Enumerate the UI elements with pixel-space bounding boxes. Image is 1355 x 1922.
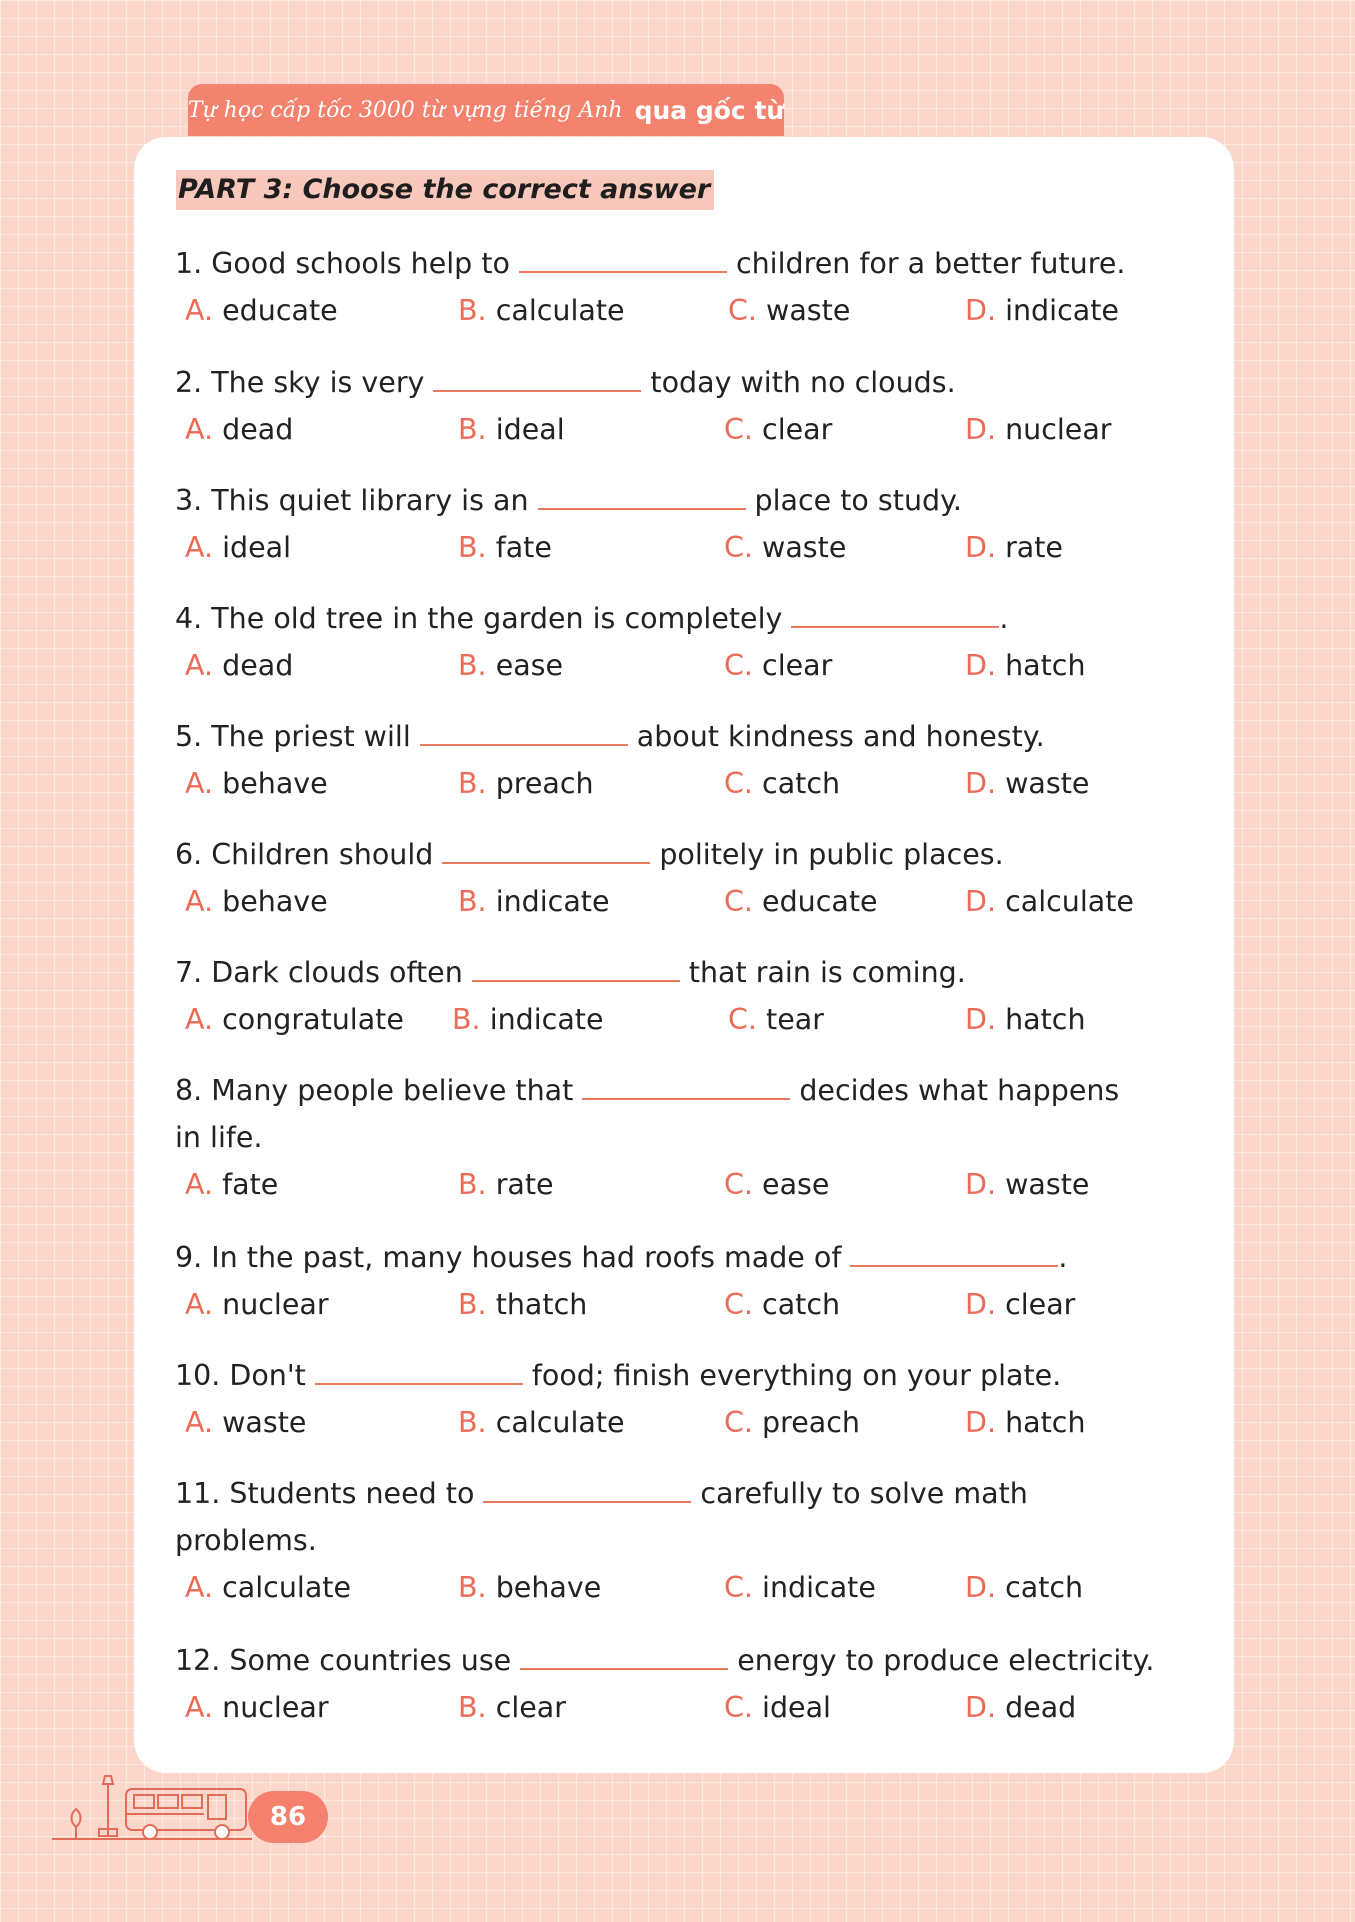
question-10 — [175, 1352, 1215, 1446]
question-text — [175, 831, 1215, 878]
option-text: preach — [495, 767, 594, 800]
option-c[interactable] — [724, 1684, 831, 1731]
answer-options — [175, 524, 1215, 571]
option-letter: B. — [458, 885, 487, 918]
option-text: hatch — [1005, 649, 1086, 682]
option-text: ideal — [495, 413, 565, 446]
question-stem-before: Dark clouds often — [211, 956, 463, 989]
option-letter: A. — [185, 531, 214, 564]
option-letter: D. — [965, 767, 997, 800]
question-text — [175, 1470, 1215, 1517]
option-text: indicate — [495, 885, 610, 918]
option-letter: A. — [185, 885, 214, 918]
option-b[interactable] — [458, 642, 563, 689]
option-text: indicate — [489, 1003, 604, 1036]
question-stem-after: . — [999, 602, 1009, 635]
question-text — [175, 949, 1215, 996]
question-stem-before: Don't — [229, 1359, 306, 1392]
answer-options — [175, 878, 1215, 925]
question-number: 9. — [175, 1241, 203, 1274]
answer-options — [175, 287, 1215, 334]
answer-blank — [433, 364, 641, 392]
option-letter: A. — [185, 767, 214, 800]
option-letter: B. — [452, 1003, 481, 1036]
option-letter: D. — [965, 1571, 997, 1604]
question-number: 3. — [175, 484, 203, 517]
option-d[interactable] — [965, 1161, 1089, 1208]
option-a[interactable] — [185, 642, 293, 689]
option-text: calculate — [495, 1406, 625, 1439]
option-a[interactable] — [185, 1684, 329, 1731]
question-stem-after: carefully to solve math — [700, 1477, 1028, 1510]
option-text: waste — [1005, 767, 1090, 800]
option-a[interactable] — [185, 1161, 278, 1208]
option-letter: C. — [724, 1168, 753, 1201]
option-letter: C. — [724, 885, 753, 918]
option-text: hatch — [1005, 1003, 1086, 1036]
option-c[interactable] — [724, 642, 832, 689]
option-c[interactable] — [724, 1161, 829, 1208]
bus-illustration — [52, 1772, 252, 1856]
option-text: catch — [1005, 1571, 1084, 1604]
option-text: educate — [222, 294, 338, 327]
option-text: calculate — [495, 294, 625, 327]
question-4 — [175, 595, 1215, 689]
option-text: educate — [762, 885, 878, 918]
option-b[interactable] — [458, 524, 552, 571]
option-letter: A. — [185, 1691, 214, 1724]
question-stem-before: Many people believe that — [211, 1074, 574, 1107]
answer-options — [175, 1281, 1215, 1328]
option-text: waste — [766, 294, 851, 327]
option-b[interactable] — [458, 287, 625, 334]
option-letter: D. — [965, 649, 997, 682]
option-b[interactable] — [452, 996, 604, 1043]
question-text-continued: problems. — [175, 1524, 317, 1557]
option-d[interactable] — [965, 1684, 1076, 1731]
option-letter: A. — [185, 413, 214, 446]
question-2 — [175, 359, 1215, 453]
option-text: ideal — [762, 1691, 831, 1724]
page-number: 86 — [248, 1791, 328, 1843]
option-b[interactable] — [458, 878, 610, 925]
option-letter: C. — [724, 1571, 753, 1604]
question-number: 10. — [175, 1359, 221, 1392]
option-c[interactable] — [724, 524, 846, 571]
option-letter: B. — [458, 767, 487, 800]
option-text: catch — [762, 1288, 841, 1321]
question-stem-after: place to study. — [754, 484, 962, 517]
answer-blank — [582, 1072, 790, 1100]
book-title-script: Tự học cấp tốc 3000 từ vựng tiếng Anh — [187, 97, 623, 123]
option-text: indicate — [1005, 294, 1119, 327]
answer-options — [175, 1684, 1215, 1731]
option-b[interactable] — [458, 1684, 566, 1731]
question-number: 4. — [175, 602, 203, 635]
option-text: clear — [1005, 1288, 1076, 1321]
option-text: fate — [222, 1168, 279, 1201]
option-b[interactable] — [458, 1281, 587, 1328]
answer-blank — [483, 1475, 691, 1503]
answer-options — [175, 1564, 1215, 1611]
answer-blank — [538, 482, 746, 510]
answer-blank — [519, 245, 727, 273]
option-letter: D. — [965, 1691, 997, 1724]
question-stem-before: Good schools help to — [211, 247, 510, 280]
option-c[interactable] — [724, 878, 878, 925]
option-text: behave — [222, 885, 328, 918]
option-b[interactable] — [458, 760, 594, 807]
option-letter: A. — [185, 1571, 214, 1604]
option-d[interactable] — [965, 1564, 1083, 1611]
answer-options — [175, 760, 1215, 807]
question-stem-before: The sky is very — [211, 366, 425, 399]
option-letter: A. — [185, 1288, 214, 1321]
question-number: 11. — [175, 1477, 221, 1510]
option-b[interactable] — [458, 1564, 601, 1611]
option-letter: D. — [965, 1288, 997, 1321]
question-stem-after: . — [1058, 1241, 1068, 1274]
option-d[interactable] — [965, 1399, 1086, 1446]
option-a[interactable] — [185, 406, 293, 453]
option-d[interactable] — [965, 878, 1134, 925]
option-text: indicate — [762, 1571, 876, 1604]
book-title-bold: qua gốc từ — [634, 95, 785, 125]
question-1 — [175, 240, 1215, 334]
question-number: 6. — [175, 838, 203, 871]
option-letter: D. — [965, 885, 997, 918]
question-stem-after: today with no clouds. — [650, 366, 956, 399]
option-text: nuclear — [1005, 413, 1112, 446]
option-a[interactable] — [185, 524, 291, 571]
option-text: behave — [222, 767, 328, 800]
option-letter: A. — [185, 1003, 214, 1036]
answer-blank — [472, 954, 680, 982]
option-c[interactable] — [724, 1564, 876, 1611]
option-letter: B. — [458, 413, 487, 446]
option-letter: A. — [185, 294, 214, 327]
option-letter: C. — [724, 1288, 753, 1321]
option-letter: B. — [458, 1288, 487, 1321]
option-d[interactable] — [965, 406, 1112, 453]
question-stem-after: that rain is coming. — [688, 956, 966, 989]
option-d[interactable] — [965, 642, 1086, 689]
option-text: dead — [222, 649, 294, 682]
option-c[interactable] — [724, 1281, 840, 1328]
option-text: rate — [495, 1168, 554, 1201]
option-letter: B. — [458, 1691, 487, 1724]
option-a[interactable] — [185, 1399, 306, 1446]
question-number: 2. — [175, 366, 203, 399]
question-stem-after: food; finish everything on your plate. — [531, 1359, 1062, 1392]
question-number: 8. — [175, 1074, 203, 1107]
question-stem-before: This quiet library is an — [211, 484, 529, 517]
option-letter: D. — [965, 1168, 997, 1201]
option-c[interactable] — [724, 406, 832, 453]
question-stem-after: politely in public places. — [659, 838, 1004, 871]
answer-options — [175, 1399, 1215, 1446]
option-text: clear — [762, 413, 833, 446]
option-letter: B. — [458, 649, 487, 682]
option-letter: C. — [724, 649, 753, 682]
option-text: nuclear — [222, 1691, 329, 1724]
answer-blank — [315, 1357, 523, 1385]
question-stem-after: energy to produce electricity. — [737, 1644, 1155, 1677]
option-text: calculate — [222, 1571, 352, 1604]
question-stem-after: about kindness and honesty. — [636, 720, 1045, 753]
question-text — [175, 1352, 1215, 1399]
option-text: ease — [495, 649, 564, 682]
option-d[interactable] — [965, 287, 1119, 334]
option-letter: A. — [185, 1168, 214, 1201]
option-letter: B. — [458, 294, 487, 327]
question-text — [175, 1234, 1215, 1281]
question-6 — [175, 831, 1215, 925]
option-text: behave — [495, 1571, 602, 1604]
question-text — [175, 595, 1215, 642]
question-8 — [175, 1067, 1215, 1208]
option-text: congratulate — [222, 1003, 404, 1036]
answer-options — [175, 406, 1215, 453]
option-letter: B. — [458, 1406, 487, 1439]
answer-options — [175, 1161, 1215, 1208]
option-b[interactable] — [458, 1399, 625, 1446]
bus-icon — [52, 1772, 252, 1852]
option-letter: C. — [724, 531, 753, 564]
question-3 — [175, 477, 1215, 571]
answer-blank — [520, 1642, 728, 1670]
option-letter: A. — [185, 1406, 214, 1439]
option-d[interactable] — [965, 524, 1063, 571]
option-text: waste — [222, 1406, 307, 1439]
answer-blank — [420, 718, 628, 746]
question-text — [175, 1637, 1215, 1684]
book-title-tab — [188, 84, 784, 136]
option-letter: D. — [965, 531, 997, 564]
option-letter: D. — [965, 294, 997, 327]
option-letter: B. — [458, 1168, 487, 1201]
question-12 — [175, 1637, 1215, 1731]
answer-options — [175, 642, 1215, 689]
option-text: clear — [762, 649, 833, 682]
option-text: ease — [762, 1168, 830, 1201]
question-stem-before: Some countries use — [229, 1644, 512, 1677]
option-text: clear — [495, 1691, 566, 1724]
question-number: 1. — [175, 247, 203, 280]
option-d[interactable] — [965, 1281, 1075, 1328]
question-text — [175, 359, 1215, 406]
question-5 — [175, 713, 1215, 807]
question-number: 12. — [175, 1644, 221, 1677]
question-number: 5. — [175, 720, 203, 753]
option-text: hatch — [1005, 1406, 1086, 1439]
option-text: preach — [762, 1406, 860, 1439]
question-11 — [175, 1470, 1215, 1611]
option-a[interactable] — [185, 878, 328, 925]
option-b[interactable] — [458, 406, 565, 453]
answer-blank — [850, 1239, 1058, 1267]
question-text-continued: in life. — [175, 1121, 263, 1154]
section-title: PART 3: Choose the correct answer — [176, 170, 714, 210]
option-letter: C. — [728, 1003, 757, 1036]
option-text: dead — [222, 413, 294, 446]
question-text — [175, 240, 1215, 287]
option-c[interactable] — [724, 1399, 860, 1446]
option-a[interactable] — [185, 1564, 351, 1611]
option-text: ideal — [222, 531, 292, 564]
option-letter: C. — [724, 413, 753, 446]
question-stem-before: The priest will — [211, 720, 411, 753]
option-d[interactable] — [965, 760, 1089, 807]
option-text: rate — [1005, 531, 1063, 564]
question-text — [175, 1067, 1215, 1114]
option-letter: C. — [724, 1691, 753, 1724]
answer-blank — [791, 600, 999, 628]
option-c[interactable] — [728, 996, 824, 1043]
option-letter: C. — [724, 767, 753, 800]
question-stem-after: children for a better future. — [735, 247, 1126, 280]
question-9 — [175, 1234, 1215, 1328]
question-stem-before: Children should — [211, 838, 434, 871]
question-stem-before: The old tree in the garden is completely — [211, 602, 783, 635]
option-text: thatch — [495, 1288, 588, 1321]
option-text: dead — [1005, 1691, 1077, 1724]
answer-options — [175, 996, 1215, 1043]
question-text — [175, 713, 1215, 760]
option-letter: C. — [728, 294, 757, 327]
question-stem-before: Students need to — [229, 1477, 475, 1510]
option-letter: B. — [458, 531, 487, 564]
option-c[interactable] — [724, 760, 840, 807]
option-a[interactable] — [185, 1281, 329, 1328]
option-letter: A. — [185, 649, 214, 682]
question-stem-before: In the past, many houses had roofs made of — [211, 1241, 842, 1274]
option-a[interactable] — [185, 287, 338, 334]
option-c[interactable] — [728, 287, 850, 334]
option-text: tear — [766, 1003, 824, 1036]
option-text: nuclear — [222, 1288, 329, 1321]
question-7 — [175, 949, 1215, 1043]
option-text: fate — [495, 531, 552, 564]
option-d[interactable] — [965, 996, 1086, 1043]
option-a[interactable] — [185, 760, 328, 807]
question-number: 7. — [175, 956, 203, 989]
option-text: catch — [762, 767, 841, 800]
option-text: waste — [762, 531, 847, 564]
question-stem-after: decides what happens — [799, 1074, 1120, 1107]
option-letter: B. — [458, 1571, 487, 1604]
option-text: waste — [1005, 1168, 1090, 1201]
option-a[interactable] — [185, 996, 404, 1043]
question-text — [175, 477, 1215, 524]
option-letter: D. — [965, 1406, 997, 1439]
answer-blank — [442, 836, 650, 864]
option-letter: C. — [724, 1406, 753, 1439]
option-letter: D. — [965, 1003, 997, 1036]
option-b[interactable] — [458, 1161, 554, 1208]
option-letter: D. — [965, 413, 997, 446]
option-text: calculate — [1005, 885, 1134, 918]
